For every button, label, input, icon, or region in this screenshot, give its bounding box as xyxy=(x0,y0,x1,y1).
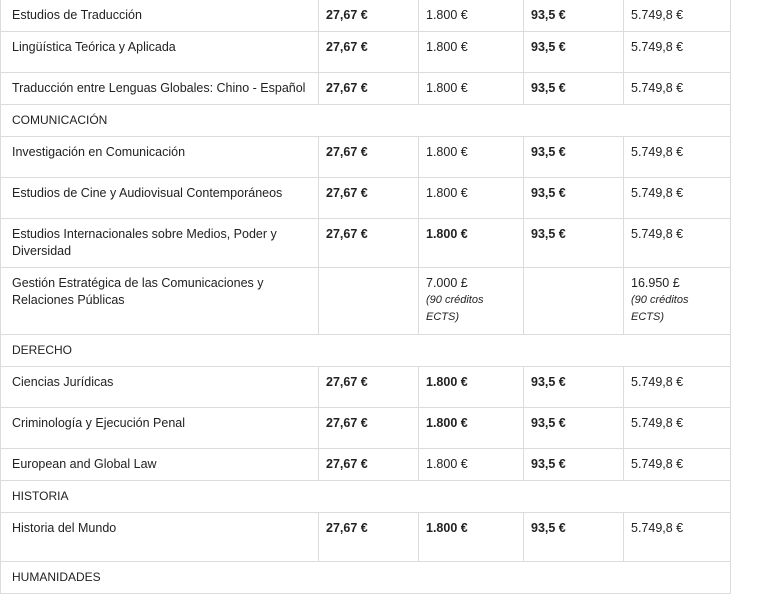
fee-col-3 xyxy=(419,32,524,73)
fee-col-4 xyxy=(524,408,624,449)
fee-col-3 xyxy=(419,513,524,562)
section-header: COMUNICACIÓN xyxy=(1,105,731,137)
fee-col-3 xyxy=(419,449,524,481)
fee-col-5 xyxy=(624,178,731,219)
fee-col-5 xyxy=(624,219,731,268)
fee-col-3-value: 1.800 € xyxy=(426,40,468,54)
fee-col-4 xyxy=(524,219,624,268)
fee-col-5 xyxy=(624,408,731,449)
fees-table-body xyxy=(1,0,731,594)
fee-col-3-value: 1.800 € xyxy=(426,8,468,22)
fee-col-3 xyxy=(419,0,524,32)
program-name: Ciencias Jurídicas xyxy=(1,367,319,408)
fee-col-4-value: 93,5 € xyxy=(531,81,566,95)
fee-col-3 xyxy=(419,178,524,219)
table-row xyxy=(1,219,731,268)
fee-col-2 xyxy=(319,513,419,562)
fee-col-2 xyxy=(319,178,419,219)
fee-col-5-value: 5.749,8 € xyxy=(631,81,684,95)
fee-col-2 xyxy=(319,137,419,178)
fee-col-3-value: 1.800 € xyxy=(426,145,468,159)
fee-col-3-value: 1.800 € xyxy=(426,375,468,389)
fee-col-5-value: 5.749,8 € xyxy=(631,227,684,241)
fee-col-4 xyxy=(524,32,624,73)
fee-col-2-value: 27,67 € xyxy=(326,40,368,54)
fee-col-5 xyxy=(624,513,731,562)
fee-col-3-value: 1.800 € xyxy=(426,186,468,200)
section-header-row xyxy=(1,105,731,137)
fee-col-5 xyxy=(624,73,731,105)
fee-col-4 xyxy=(524,137,624,178)
fee-col-4 xyxy=(524,513,624,562)
fee-col-2 xyxy=(319,268,419,335)
fee-col-3-value: 1.800 € xyxy=(426,457,468,471)
fee-col-5-value: 5.749,8 € xyxy=(631,145,684,159)
fee-col-5-value: 5.749,8 € xyxy=(631,375,684,389)
fee-col-4-value: 93,5 € xyxy=(531,457,566,471)
fee-col-5 xyxy=(624,268,731,335)
table-row xyxy=(1,73,731,105)
section-header-row xyxy=(1,481,731,513)
fee-col-5 xyxy=(624,367,731,408)
section-header: HISTORIA xyxy=(1,481,731,513)
fee-col-3-value: 1.800 € xyxy=(426,227,468,241)
fee-col-4-value: 93,5 € xyxy=(531,375,566,389)
fee-col-3 xyxy=(419,408,524,449)
fee-col-2 xyxy=(319,0,419,32)
fee-col-3-value: 7.000 £ xyxy=(426,276,468,290)
program-name: Estudios de Traducción xyxy=(1,0,319,32)
fee-col-3 xyxy=(419,73,524,105)
fee-col-2-value: 27,67 € xyxy=(326,375,368,389)
fee-col-2 xyxy=(319,219,419,268)
table-row xyxy=(1,32,731,73)
fee-col-4-value: 93,5 € xyxy=(531,186,566,200)
fee-col-5-value: 5.749,8 € xyxy=(631,40,684,54)
fee-col-2-value: 27,67 € xyxy=(326,8,368,22)
table-row xyxy=(1,513,731,562)
fee-col-2-value: 27,67 € xyxy=(326,81,368,95)
fee-col-3-note: (90 créditos ECTS) xyxy=(426,294,484,323)
fee-col-2 xyxy=(319,32,419,73)
fee-col-4 xyxy=(524,449,624,481)
section-header: DERECHO xyxy=(1,335,731,367)
program-name: Criminología y Ejecución Penal xyxy=(1,408,319,449)
program-name: Gestión Estratégica de las Comunicaciones y Relaciones Públicas xyxy=(1,268,319,335)
fee-col-3-value: 1.800 € xyxy=(426,521,468,535)
fee-col-4-value: 93,5 € xyxy=(531,145,566,159)
table-row xyxy=(1,408,731,449)
fee-col-3-value: 1.800 € xyxy=(426,416,468,430)
fee-col-4-value: 93,5 € xyxy=(531,521,566,535)
fee-col-4 xyxy=(524,367,624,408)
program-name: Historia del Mundo xyxy=(1,513,319,562)
fee-col-2 xyxy=(319,449,419,481)
fee-col-3 xyxy=(419,137,524,178)
fee-col-4 xyxy=(524,73,624,105)
fee-col-4-value: 93,5 € xyxy=(531,416,566,430)
fee-col-3 xyxy=(419,219,524,268)
fee-col-3-value: 1.800 € xyxy=(426,81,468,95)
fee-col-4-value: 93,5 € xyxy=(531,40,566,54)
fee-col-4 xyxy=(524,0,624,32)
fee-col-2 xyxy=(319,408,419,449)
table-row xyxy=(1,178,731,219)
table-row xyxy=(1,0,731,32)
table-row xyxy=(1,449,731,481)
fee-col-2-value: 27,67 € xyxy=(326,457,368,471)
fee-col-5 xyxy=(624,32,731,73)
program-name: European and Global Law xyxy=(1,449,319,481)
fee-col-5-note: (90 créditos ECTS) xyxy=(631,294,689,323)
fee-col-2-value: 27,67 € xyxy=(326,145,368,159)
fee-col-5-value: 5.749,8 € xyxy=(631,457,684,471)
fee-col-3 xyxy=(419,367,524,408)
fee-col-5-value: 5.749,8 € xyxy=(631,8,684,22)
fee-col-3 xyxy=(419,268,524,335)
program-name: Investigación en Comunicación xyxy=(1,137,319,178)
fee-col-2 xyxy=(319,367,419,408)
section-header: HUMANIDADES xyxy=(1,562,731,594)
table-row xyxy=(1,367,731,408)
fee-col-4-value: 93,5 € xyxy=(531,227,566,241)
program-name: Lingüística Teórica y Aplicada xyxy=(1,32,319,73)
fee-col-5 xyxy=(624,0,731,32)
program-name: Estudios Internacionales sobre Medios, Poder y Diversidad xyxy=(1,219,319,268)
fee-col-2-value: 27,67 € xyxy=(326,521,368,535)
table-row xyxy=(1,268,731,335)
fee-col-5 xyxy=(624,449,731,481)
fee-col-4 xyxy=(524,268,624,335)
program-name: Traducción entre Lenguas Globales: Chino - Español xyxy=(1,73,319,105)
fee-col-5-value: 16.950 £ xyxy=(631,276,680,290)
fee-col-2-value: 27,67 € xyxy=(326,416,368,430)
fee-col-5-value: 5.749,8 € xyxy=(631,186,684,200)
program-name: Estudios de Cine y Audiovisual Contemporáneos xyxy=(1,178,319,219)
section-header-row xyxy=(1,562,731,594)
fee-col-4 xyxy=(524,178,624,219)
fee-col-2-value: 27,67 € xyxy=(326,227,368,241)
fee-col-5-value: 5.749,8 € xyxy=(631,416,684,430)
section-header-row xyxy=(1,335,731,367)
fee-col-5-value: 5.749,8 € xyxy=(631,521,684,535)
fee-col-5 xyxy=(624,137,731,178)
fee-col-4-value: 93,5 € xyxy=(531,8,566,22)
fee-col-2 xyxy=(319,73,419,105)
table-row xyxy=(1,137,731,178)
fee-col-2-value: 27,67 € xyxy=(326,186,368,200)
